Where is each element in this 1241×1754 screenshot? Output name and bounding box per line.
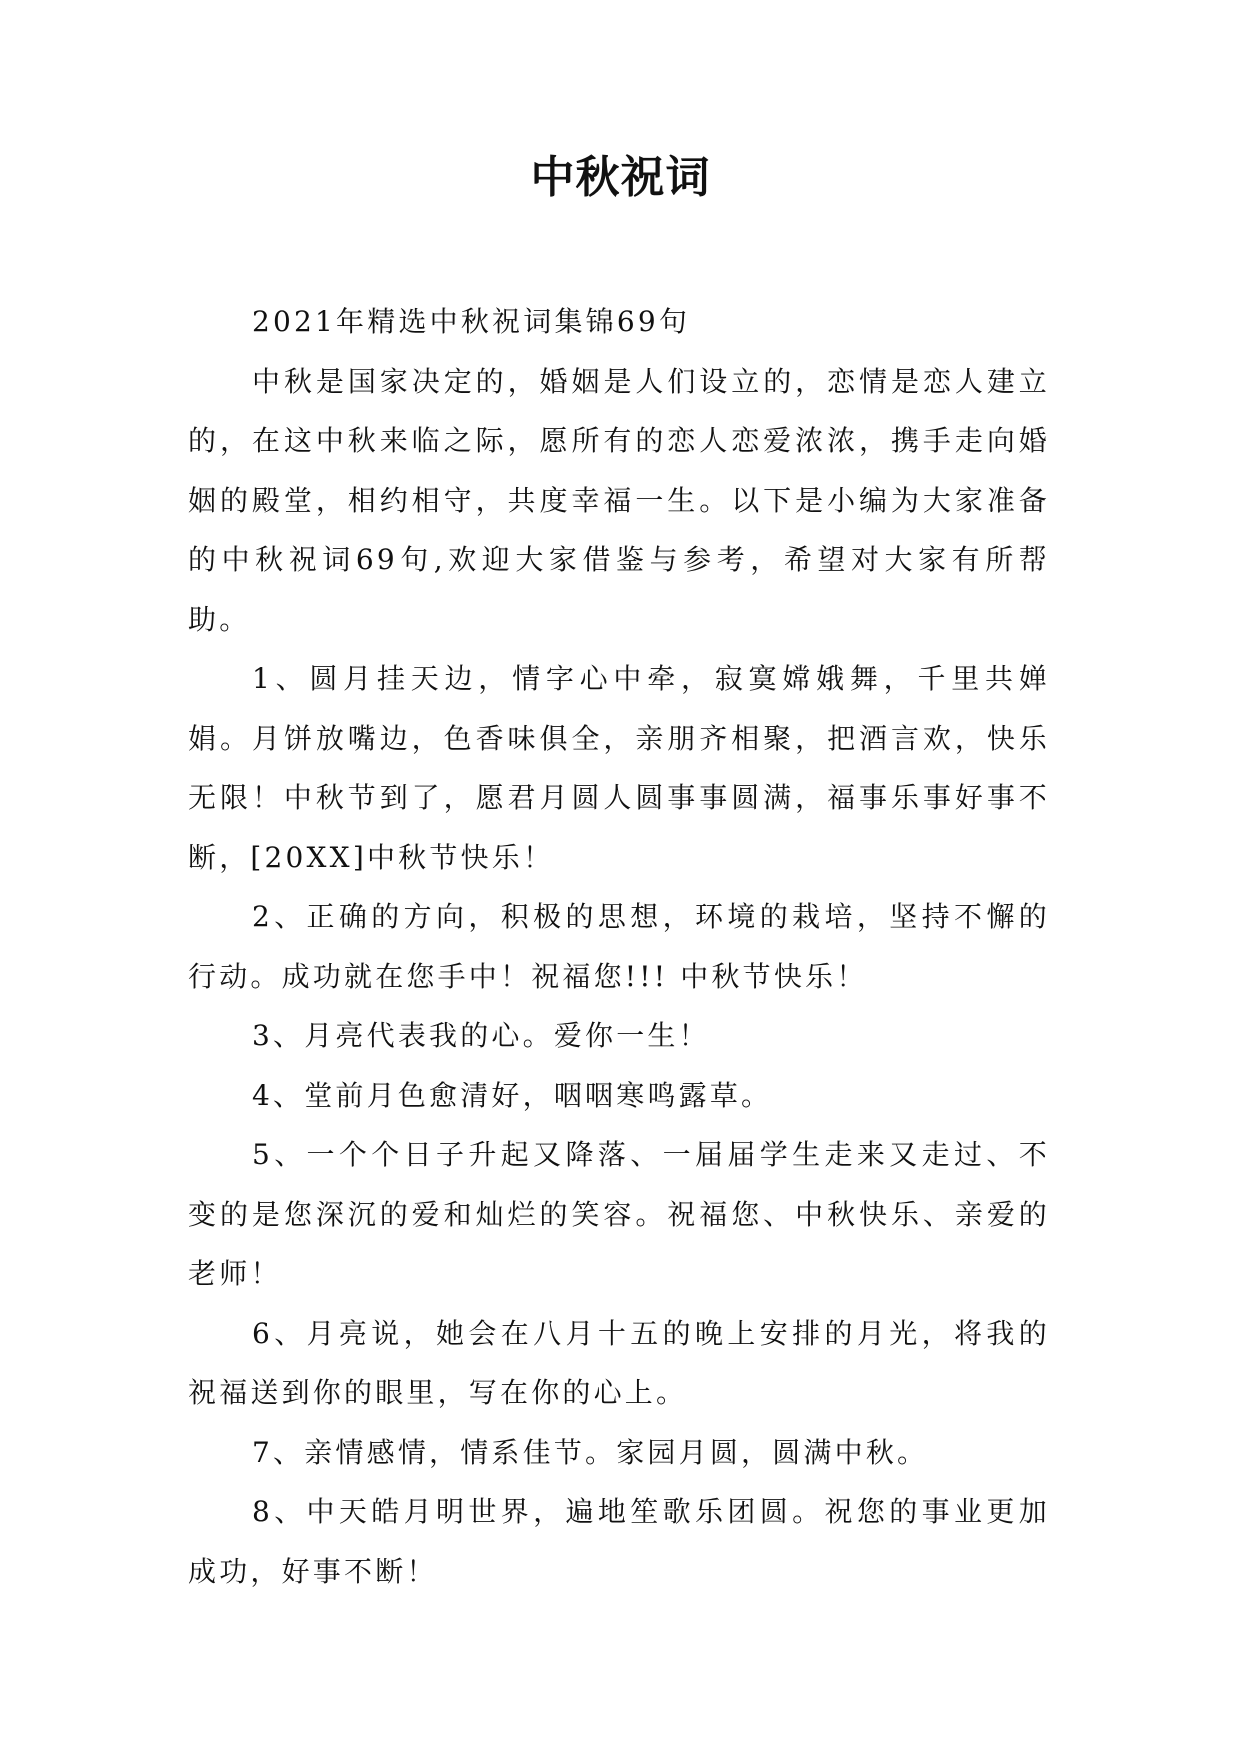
paragraph-intro: 中秋是国家决定的，婚姻是人们设立的，恋情是恋人建立的，在这中秋来临之际，愿所有的恋人恋爱浓浓，携手走向婚姻的殿堂，相约相守，共度幸福一生。以下是小编为大家准备的中秋祝词69句,欢迎大家借鉴与参考，希望对大家有所帮助。 [188,364,1050,636]
paragraph-item-1: 1、圆月挂天边，情字心中牵，寂寞嫦娥舞，千里共婵娟。月饼放嘴边，色香味俱全，亲朋齐相聚，把酒言欢，快乐无限！中秋节到了，愿君月圆人圆事事圆满，福事乐事好事不断，[20XX]中秋节快乐！ [188,662,1050,874]
document-title: 中秋祝词 [530,152,711,203]
paragraph-item-7: 7、亲情感情，情系佳节。家园月圆，圆满中秋。 [252,1435,929,1469]
document-body [188,292,1050,1601]
paragraph-item-8: 8、中天皓月明世界，遍地笙歌乐团圆。祝您的事业更加成功，好事不断！ [188,1495,1050,1588]
paragraph-item-2: 2、正确的方向，积极的思想，环境的栽培，坚持不懈的行动。成功就在您手中！祝福您!!! 中秋节快乐！ [188,900,1050,993]
paragraph-item-3: 3、月亮代表我的心。爱你一生！ [252,1019,710,1052]
paragraph-item-5: 5、一个个日子升起又降落、一届届学生走来又走过、不变的是您深沉的爱和灿烂的笑容。祝福您、中秋快乐、亲爱的老师！ [188,1138,1050,1290]
paragraph-subtitle: 2021年精选中秋祝词集锦69句 [252,305,691,338]
paragraph-item-4: 4、堂前月色愈清好，咽咽寒鸣露草。 [252,1078,773,1112]
paragraph-item-6: 6、月亮说，她会在八月十五的晚上安排的月光，将我的祝福送到你的眼里，写在你的心上。 [188,1316,1050,1409]
